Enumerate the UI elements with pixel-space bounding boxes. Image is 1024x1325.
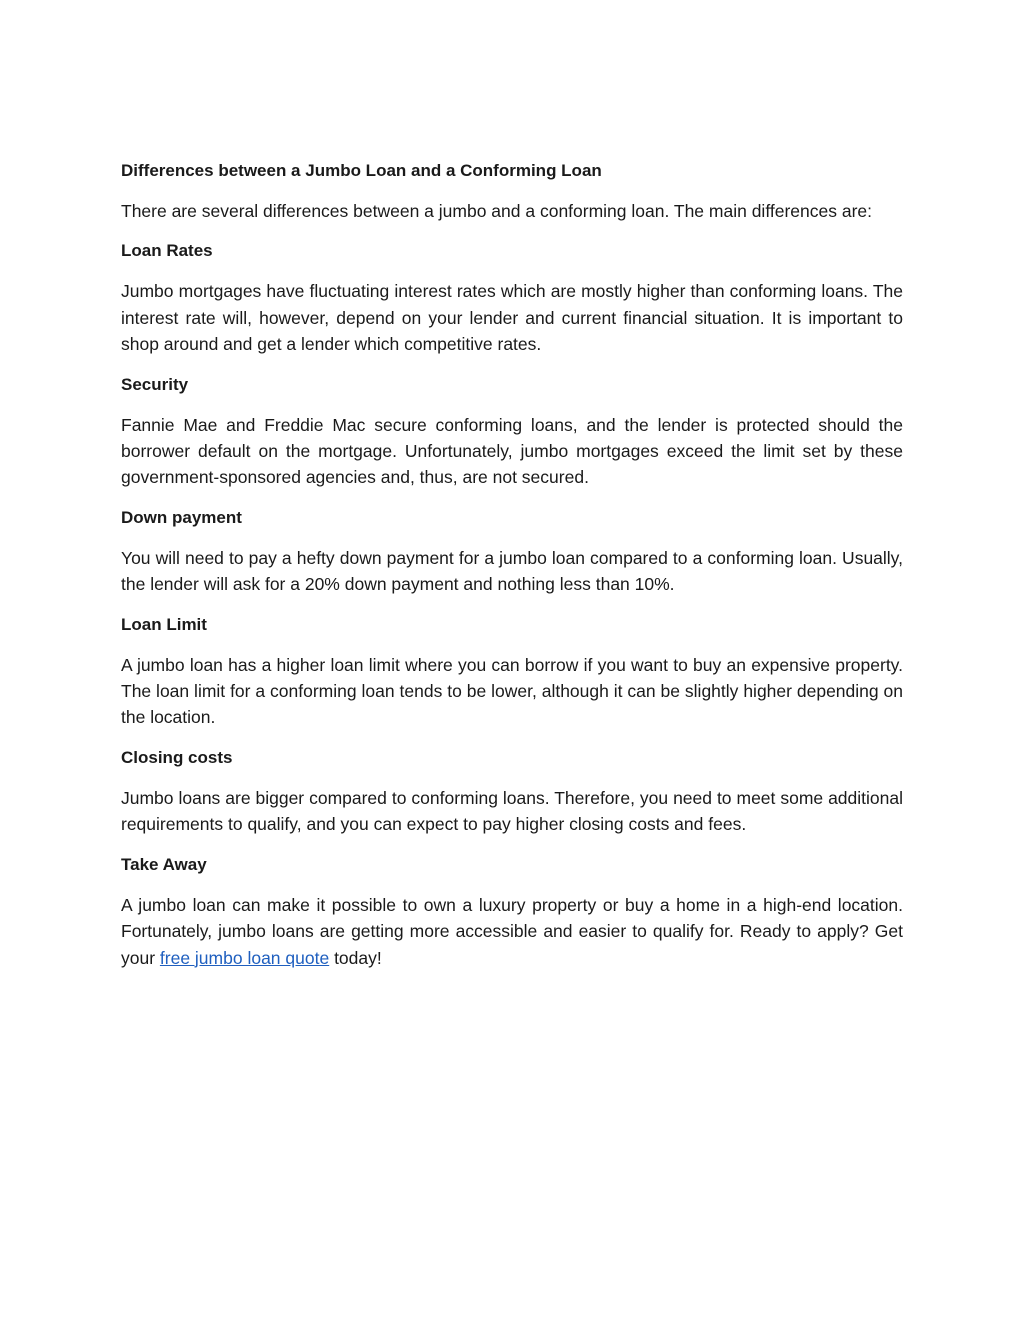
section-heading-security: Security (121, 374, 189, 394)
take-away-text-after-link: today! (329, 947, 382, 968)
document-title: Differences between a Jumbo Loan and a Conforming Loan (121, 161, 602, 180)
section-body-closing-costs: Jumbo loans are bigger compared to conforming loans. Therefore, you need to meet some additional requirements to qualify, and you can expect to pay higher closing costs and fees. (121, 787, 903, 835)
section-body-loan-rates: Jumbo mortgages have fluctuating interest rates which are mostly higher than conforming loans. The interest rate will, however, depend on your lender and current financial situation. It is important to shop around and get a lender which competitive rates. (121, 281, 903, 355)
section-body-down-payment: You will need to pay a hefty down payment for a jumbo loan compared to a conforming loan. Usually, the lender will ask for a 20% down payment and nothing less than 10%. (121, 547, 903, 595)
section-body-loan-limit: A jumbo loan has a higher loan limit where you can borrow if you want to buy an expensive property. The loan limit for a conforming loan tends to be lower, although it can be slightly higher depending on the location. (121, 654, 903, 728)
intro-paragraph: There are several differences between a jumbo and a conforming loan. The main differences are: (121, 201, 872, 221)
section-heading-loan-limit: Loan Limit (121, 614, 207, 634)
section-body-take-away (121, 892, 903, 971)
section-heading-closing-costs: Closing costs (121, 747, 233, 767)
section-heading-take-away: Take Away (121, 854, 207, 874)
section-heading-down-payment: Down payment (121, 507, 242, 527)
document-page (121, 158, 903, 985)
section-heading-loan-rates: Loan Rates (121, 241, 213, 261)
section-body-security: Fannie Mae and Freddie Mac secure conforming loans, and the lender is protected should the borrower default on the mortgage. Unfortunately, jumbo mortgages exceed the limit set by these government-sponsored agencies and, thus, are not secured. (121, 414, 903, 488)
free-quote-link[interactable]: free jumbo loan quote (159, 947, 330, 968)
take-away-text-before-link: A jumbo loan can make it possible to own a luxury property or buy a home in a high-end location. Fortunately, jumbo loans are getting more accessible and easier to qualify for. Ready to apply? Get your (121, 894, 903, 968)
